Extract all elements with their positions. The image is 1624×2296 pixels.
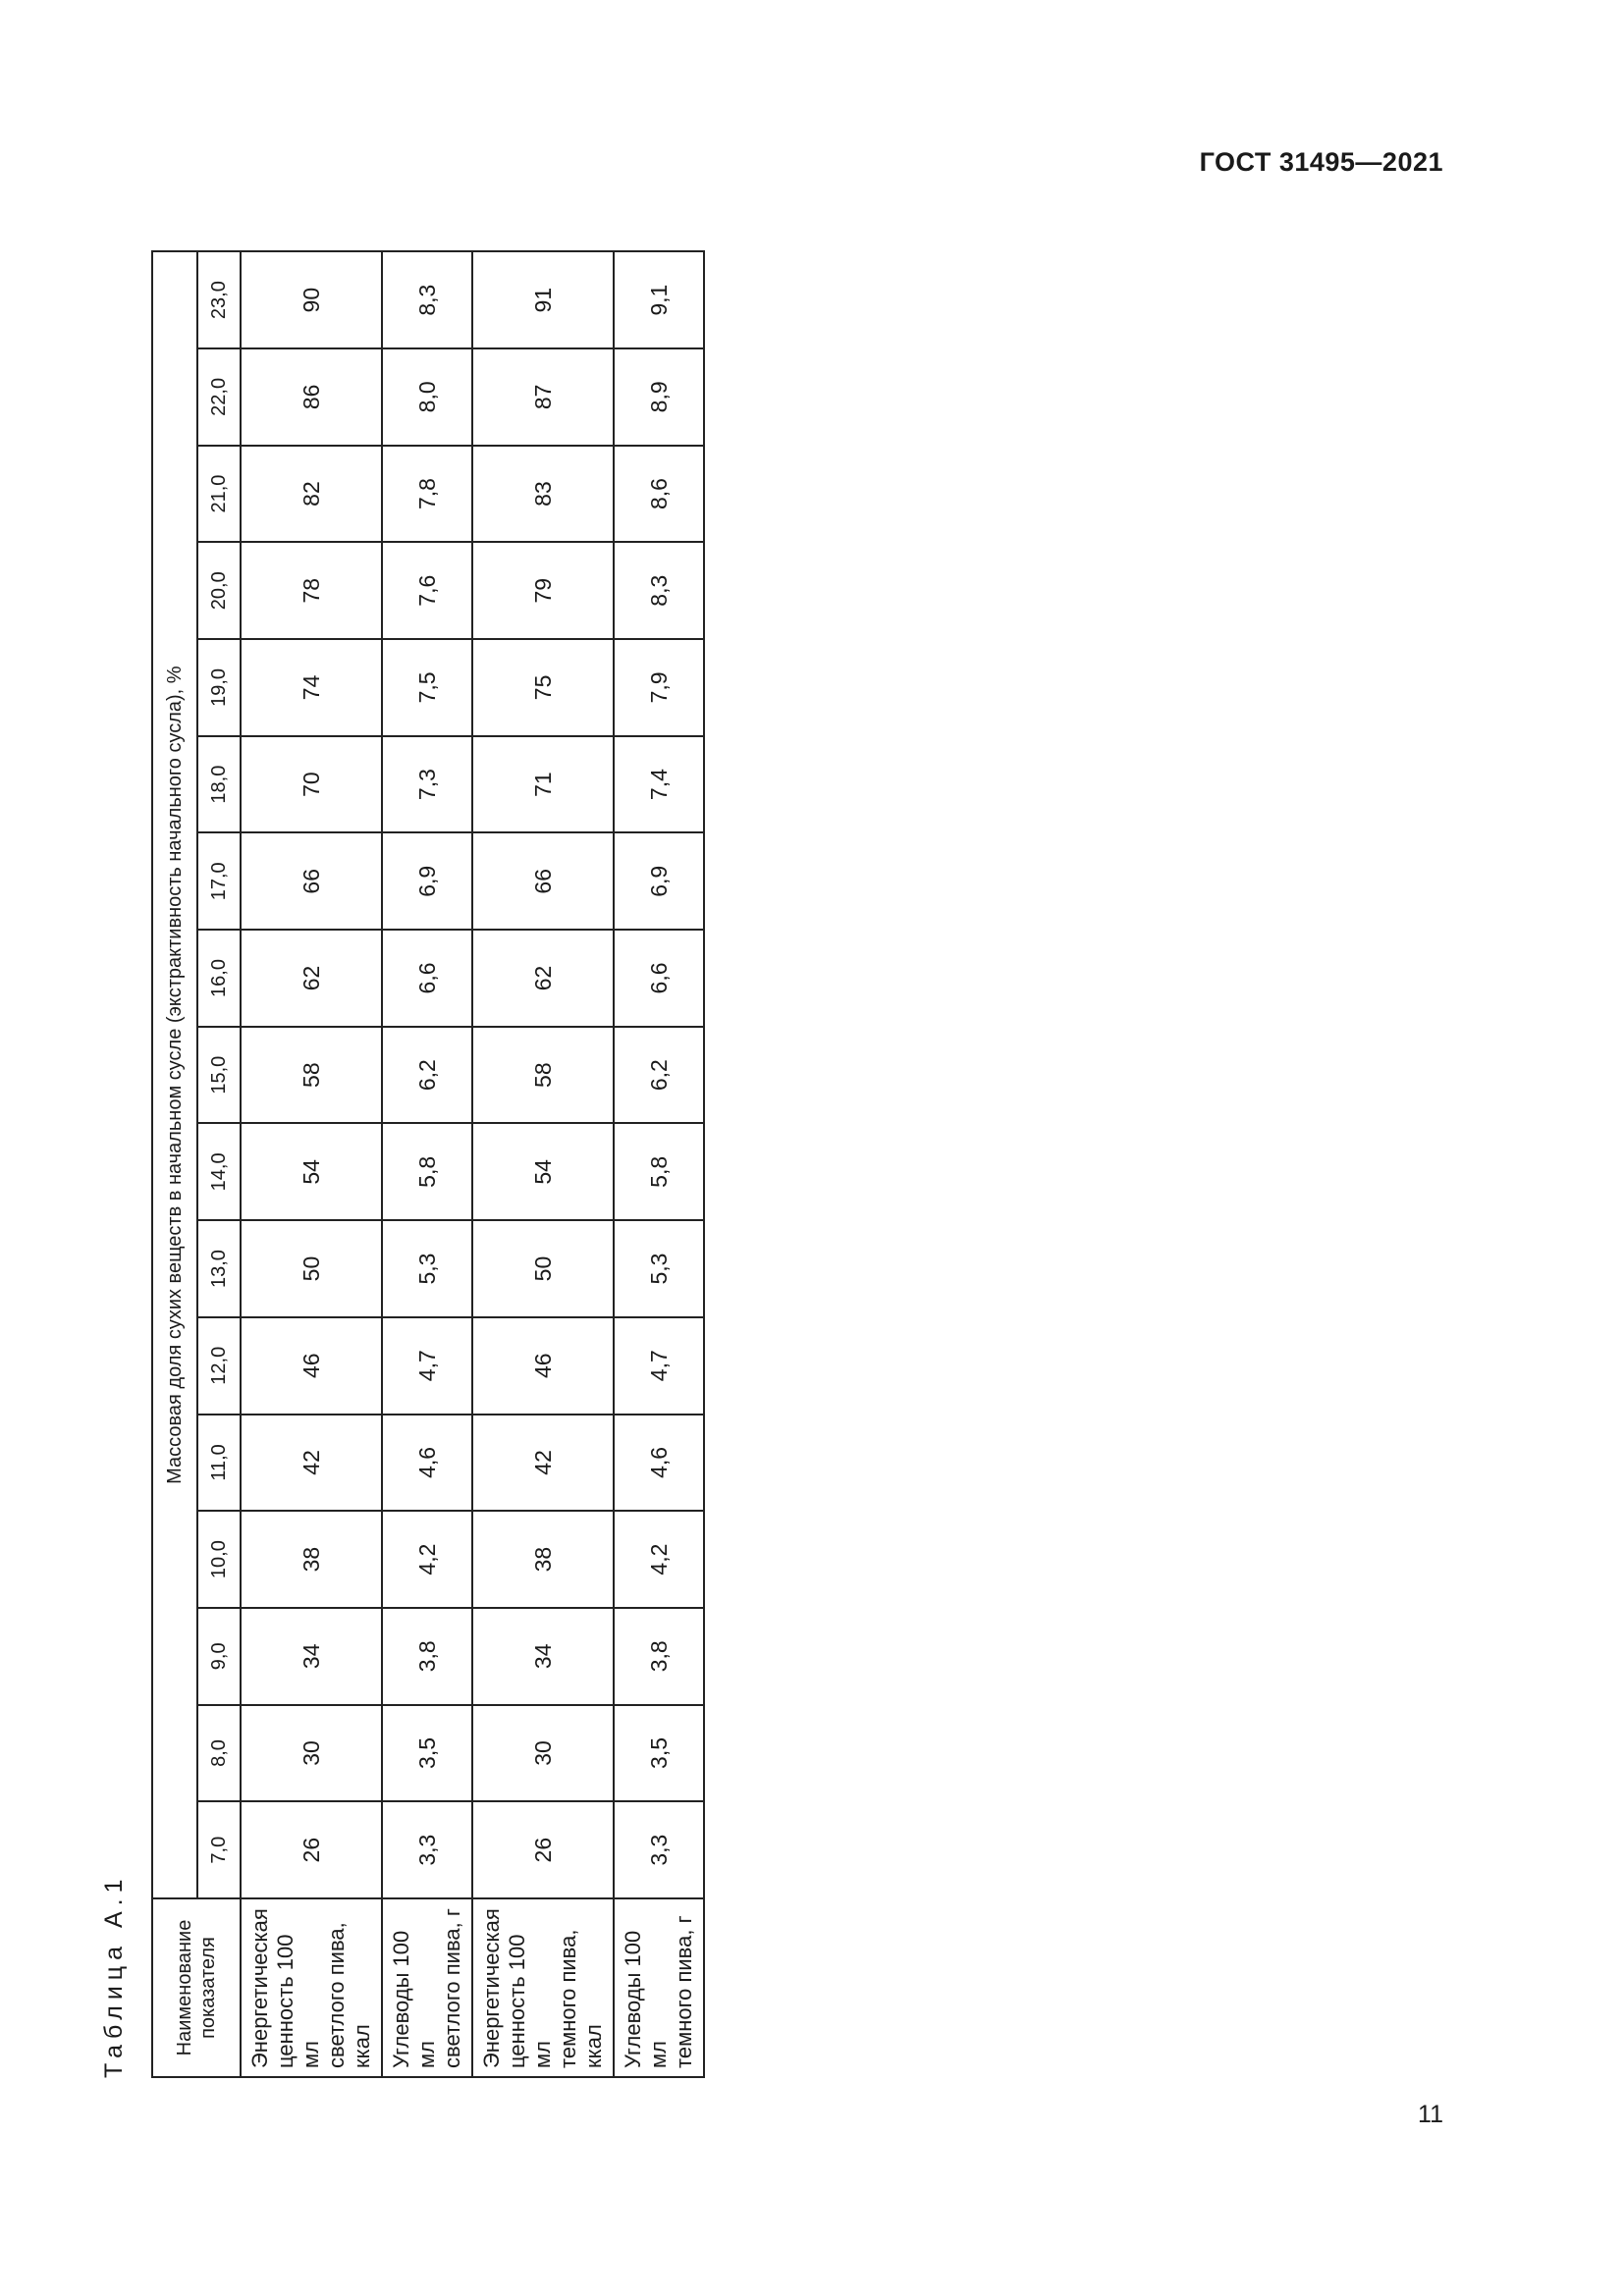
- table-cell: 3,5: [614, 1705, 704, 1802]
- column-header: 19,0: [197, 639, 241, 736]
- table-cell: 6,6: [614, 930, 704, 1027]
- table-cell: 3,3: [614, 1801, 704, 1898]
- table-cell: 83: [472, 446, 614, 543]
- table-cell: 82: [241, 446, 382, 543]
- table-cell: 42: [241, 1415, 382, 1512]
- table-cell: 4,2: [382, 1511, 472, 1608]
- table-cell: 34: [241, 1608, 382, 1705]
- table-cell: 66: [472, 832, 614, 930]
- table-cell: 87: [472, 348, 614, 446]
- table-cell: 3,8: [382, 1608, 472, 1705]
- column-header: 9,0: [197, 1608, 241, 1705]
- column-header: 17,0: [197, 832, 241, 930]
- table-cell: 38: [241, 1511, 382, 1608]
- table-cell: 4,7: [382, 1317, 472, 1415]
- table-cell: 7,3: [382, 736, 472, 833]
- table-cell: 50: [472, 1220, 614, 1317]
- column-header: 16,0: [197, 930, 241, 1027]
- table-cell: 5,3: [614, 1220, 704, 1317]
- group-header: Массовая доля сухих веществ в начальном сусле (экстрактивность начального сусла), %: [152, 251, 197, 1898]
- table-cell: 8,9: [614, 348, 704, 446]
- column-header: 7,0: [197, 1801, 241, 1898]
- column-header: 8,0: [197, 1705, 241, 1802]
- table-cell: 30: [472, 1705, 614, 1802]
- table-cell: 3,8: [614, 1608, 704, 1705]
- table-cell: 66: [241, 832, 382, 930]
- table-cell: 7,6: [382, 542, 472, 639]
- table-cell: 78: [241, 542, 382, 639]
- table-cell: 9,1: [614, 251, 704, 348]
- rotated-table-block: [100, 252, 696, 2078]
- table-cell: 71: [472, 736, 614, 833]
- table-cell: 3,5: [382, 1705, 472, 1802]
- table-cell: 62: [472, 930, 614, 1027]
- standard-code: ГОСТ 31495—2021: [1199, 147, 1443, 177]
- table-cell: 6,2: [382, 1027, 472, 1124]
- table-cell: 62: [241, 930, 382, 1027]
- table-cell: 3,3: [382, 1801, 472, 1898]
- table-cell: 26: [241, 1801, 382, 1898]
- column-header: 14,0: [197, 1124, 241, 1221]
- table-cell: 46: [241, 1317, 382, 1415]
- page-number: 11: [1418, 2101, 1443, 2128]
- table-cell: 46: [472, 1317, 614, 1415]
- table-cell: 8,0: [382, 348, 472, 446]
- table-cell: 54: [472, 1124, 614, 1221]
- table-cell: 4,6: [382, 1415, 472, 1512]
- table-cell: 91: [472, 251, 614, 348]
- column-header: 21,0: [197, 446, 241, 543]
- table-row: [614, 251, 704, 2077]
- table-cell: 4,7: [614, 1317, 704, 1415]
- table-cell: 7,4: [614, 736, 704, 833]
- table-cell: 4,6: [614, 1415, 704, 1512]
- column-header: 20,0: [197, 542, 241, 639]
- table-cell: 74: [241, 639, 382, 736]
- column-header: 22,0: [197, 348, 241, 446]
- table-cell: 70: [241, 736, 382, 833]
- table-row: [382, 251, 472, 2077]
- column-header: 11,0: [197, 1415, 241, 1512]
- table-cell: 42: [472, 1415, 614, 1512]
- row-name: Углеводы 100 мл светлого пива, г: [382, 1898, 472, 2077]
- table-cell: 90: [241, 251, 382, 348]
- column-header: 18,0: [197, 736, 241, 833]
- table-cell: 5,3: [382, 1220, 472, 1317]
- table-row: [472, 251, 614, 2077]
- table-cell: 58: [472, 1027, 614, 1124]
- table-cell: 79: [472, 542, 614, 639]
- row-name: Углеводы 100 мл темного пива, г: [614, 1898, 704, 2077]
- table-caption: Таблица А.1: [100, 1873, 128, 2078]
- table-cell: 58: [241, 1027, 382, 1124]
- table-cell: 7,5: [382, 639, 472, 736]
- table-cell: 8,3: [614, 542, 704, 639]
- row-name: Энергетическая ценность 100 мл темного пива, ккал: [472, 1898, 614, 2077]
- table-cell: 7,9: [614, 639, 704, 736]
- table-cell: 6,9: [614, 832, 704, 930]
- column-header: 15,0: [197, 1027, 241, 1124]
- table-cell: 6,2: [614, 1027, 704, 1124]
- table-cell: 50: [241, 1220, 382, 1317]
- table-cell: 38: [472, 1511, 614, 1608]
- table-row: [241, 251, 382, 2077]
- table-cell: 34: [472, 1608, 614, 1705]
- row-name: Энергетическая ценность 100 мл светлого пива, ккал: [241, 1898, 382, 2077]
- table-cell: 26: [472, 1801, 614, 1898]
- column-header: 13,0: [197, 1220, 241, 1317]
- table-cell: 6,6: [382, 930, 472, 1027]
- table-cell: 54: [241, 1124, 382, 1221]
- column-header: 10,0: [197, 1511, 241, 1608]
- table-cell: 4,2: [614, 1511, 704, 1608]
- column-header: 12,0: [197, 1317, 241, 1415]
- table-cell: 8,6: [614, 446, 704, 543]
- table-cell: 5,8: [382, 1124, 472, 1221]
- table-cell: 8,3: [382, 251, 472, 348]
- table-cell: 86: [241, 348, 382, 446]
- table-cell: 7,8: [382, 446, 472, 543]
- data-table: [151, 250, 705, 2078]
- table-cell: 5,8: [614, 1124, 704, 1221]
- table-cell: 30: [241, 1705, 382, 1802]
- table-cell: 6,9: [382, 832, 472, 930]
- name-column-header: Наименование показателя: [152, 1898, 241, 2077]
- column-header: 23,0: [197, 251, 241, 348]
- table-cell: 75: [472, 639, 614, 736]
